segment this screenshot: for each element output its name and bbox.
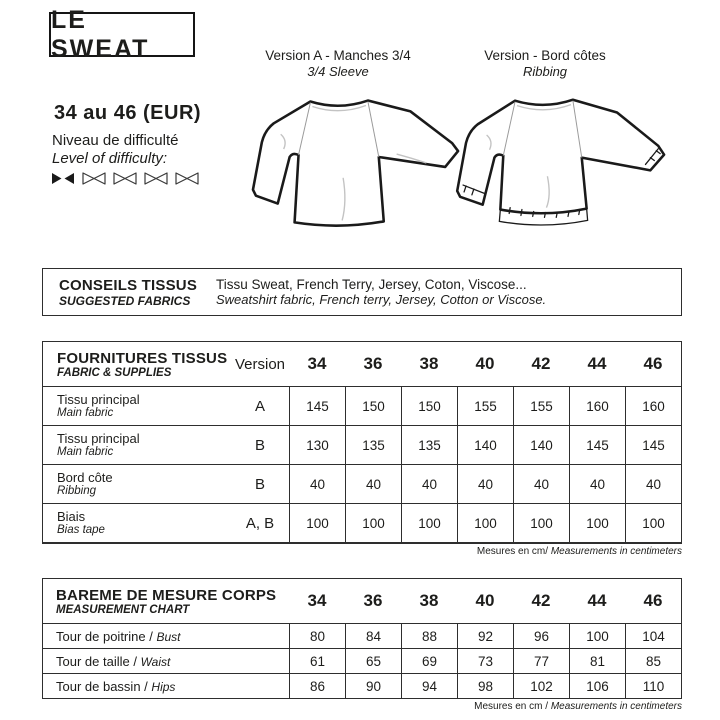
sweater-ribbing-illustration bbox=[452, 86, 685, 238]
size-column-header: 36 bbox=[363, 591, 383, 610]
cell-value: 150 bbox=[345, 387, 401, 425]
size-column-header: 38 bbox=[419, 591, 439, 610]
cell-value: 65 bbox=[345, 649, 401, 673]
bowtie-icon bbox=[144, 172, 168, 185]
row-label: Tour de bassin / Hips bbox=[56, 678, 176, 694]
size-column-header: 46 bbox=[643, 591, 663, 610]
cell-value: 160 bbox=[625, 387, 681, 425]
table-row bbox=[43, 623, 681, 648]
cell-value: 100 bbox=[289, 504, 345, 542]
size-column-header: 40 bbox=[475, 591, 495, 610]
measurement-table-header-row bbox=[43, 579, 681, 623]
bowtie-icon-filled bbox=[51, 172, 75, 185]
cell-value: 140 bbox=[457, 426, 513, 464]
bowtie-icon bbox=[175, 172, 199, 185]
table-row bbox=[43, 464, 681, 503]
version-a-caption bbox=[248, 48, 428, 80]
cell-value: 92 bbox=[457, 624, 513, 648]
version-b-caption-fr: Version - Bord côtes bbox=[484, 48, 606, 63]
row-label: Biais Bias tape bbox=[57, 508, 105, 536]
cell-value: 85 bbox=[625, 649, 681, 673]
cell-value: 73 bbox=[457, 649, 513, 673]
bowtie-icon bbox=[113, 172, 137, 185]
supplies-table-title: FOURNITURES TISSUS FABRIC & SUPPLIES bbox=[57, 349, 228, 379]
cell-value: 100 bbox=[401, 504, 457, 542]
cell-value: 86 bbox=[289, 674, 345, 698]
cell-value: 155 bbox=[457, 387, 513, 425]
table-row bbox=[43, 425, 681, 464]
row-label: Tour de taille / Waist bbox=[56, 653, 171, 669]
table-row bbox=[43, 503, 681, 542]
row-label: Tour de poitrine / Bust bbox=[56, 628, 181, 644]
cell-value: 98 bbox=[457, 674, 513, 698]
cell-value: 94 bbox=[401, 674, 457, 698]
size-column-header: 34 bbox=[307, 591, 327, 610]
cell-value: 140 bbox=[513, 426, 569, 464]
suggested-fabrics-text-fr: Tissu Sweat, French Terry, Jersey, Coton, Viscose... bbox=[216, 277, 527, 292]
cell-value: 61 bbox=[289, 649, 345, 673]
measurement-table-title: BAREME DE MESURE CORPS MEASUREMENT CHART bbox=[56, 586, 277, 616]
cell-value: 96 bbox=[513, 624, 569, 648]
version-a-caption-fr: Version A - Manches 3/4 bbox=[265, 48, 411, 63]
cell-value: 135 bbox=[345, 426, 401, 464]
row-version: B bbox=[254, 436, 265, 454]
table-row bbox=[43, 386, 681, 425]
table-row bbox=[43, 673, 681, 698]
cell-value: 40 bbox=[345, 465, 401, 503]
cell-value: 110 bbox=[625, 674, 681, 698]
size-column-header: 42 bbox=[531, 591, 551, 610]
cell-value: 160 bbox=[569, 387, 625, 425]
cell-value: 145 bbox=[289, 387, 345, 425]
cell-value: 100 bbox=[569, 504, 625, 542]
cell-value: 40 bbox=[513, 465, 569, 503]
size-column-header: 38 bbox=[419, 354, 439, 373]
cell-value: 104 bbox=[625, 624, 681, 648]
cell-value: 40 bbox=[625, 465, 681, 503]
cell-value: 84 bbox=[345, 624, 401, 648]
cell-value: 145 bbox=[569, 426, 625, 464]
cell-value: 40 bbox=[289, 465, 345, 503]
cell-value: 102 bbox=[513, 674, 569, 698]
size-column-header: 40 bbox=[475, 354, 495, 373]
suggested-fabrics-box bbox=[42, 268, 682, 316]
cell-value: 100 bbox=[345, 504, 401, 542]
cell-value: 90 bbox=[345, 674, 401, 698]
bowtie-icon bbox=[82, 172, 106, 185]
page-title-box bbox=[49, 5, 195, 63]
size-column-header: 34 bbox=[307, 354, 327, 373]
cell-value: 100 bbox=[569, 624, 625, 648]
cell-value: 100 bbox=[625, 504, 681, 542]
cell-value: 77 bbox=[513, 649, 569, 673]
supplies-table bbox=[42, 341, 682, 544]
cell-value: 80 bbox=[289, 624, 345, 648]
cell-value: 69 bbox=[401, 649, 457, 673]
size-column-header: 36 bbox=[363, 354, 383, 373]
difficulty-rating bbox=[51, 172, 199, 185]
cell-value: 40 bbox=[457, 465, 513, 503]
row-version: A bbox=[254, 397, 265, 415]
units-note: Mesures en cm/ Measurements in centimeters bbox=[476, 546, 682, 557]
row-label: Tissu principal Main fabric bbox=[57, 430, 140, 458]
cell-value: 150 bbox=[401, 387, 457, 425]
size-range: 34 au 46 (EUR) bbox=[54, 102, 202, 124]
cell-value: 106 bbox=[569, 674, 625, 698]
suggested-fabrics-label-en: SUGGESTED FABRICS bbox=[59, 293, 191, 308]
version-b-caption bbox=[455, 48, 635, 80]
size-column-header: 42 bbox=[531, 354, 551, 373]
size-column-header: 44 bbox=[587, 591, 607, 610]
cell-value: 88 bbox=[401, 624, 457, 648]
cell-value: 155 bbox=[513, 387, 569, 425]
cell-value: 130 bbox=[289, 426, 345, 464]
cell-value: 40 bbox=[401, 465, 457, 503]
size-column-header: 46 bbox=[643, 354, 663, 373]
version-column-header: Version bbox=[234, 355, 286, 373]
table-row bbox=[43, 648, 681, 673]
cell-value: 145 bbox=[625, 426, 681, 464]
row-label: Tissu principal Main fabric bbox=[57, 391, 140, 419]
suggested-fabrics-text bbox=[216, 277, 546, 307]
cell-value: 40 bbox=[569, 465, 625, 503]
suggested-fabrics-label bbox=[43, 277, 216, 308]
row-version: A, B bbox=[245, 514, 275, 532]
suggested-fabrics-label-fr: CONSEILS TISSUS bbox=[59, 276, 198, 294]
cell-value: 81 bbox=[569, 649, 625, 673]
suggested-fabrics-text-en: Sweatshirt fabric, French terry, Jersey, Cotton or Viscose. bbox=[216, 292, 547, 307]
version-a-caption-en: 3/4 Sleeve bbox=[307, 64, 369, 79]
supplies-table-header-row bbox=[43, 342, 681, 386]
page-title: LE SWEAT bbox=[51, 5, 150, 63]
version-b-caption-en: Ribbing bbox=[522, 64, 568, 79]
difficulty-label-fr: Niveau de difficulté bbox=[52, 132, 179, 149]
cell-value: 135 bbox=[401, 426, 457, 464]
difficulty-label-en: Level of difficulty: bbox=[52, 150, 168, 167]
row-version: B bbox=[254, 475, 265, 493]
cell-value: 100 bbox=[457, 504, 513, 542]
row-label: Bord côte Ribbing bbox=[57, 469, 113, 497]
sweater-3-4-sleeve-illustration bbox=[248, 86, 466, 231]
size-column-header: 44 bbox=[587, 354, 607, 373]
measurement-table bbox=[42, 578, 682, 699]
cell-value: 100 bbox=[513, 504, 569, 542]
units-note: Mesures en cm / Measurements in centimeters bbox=[474, 701, 682, 712]
